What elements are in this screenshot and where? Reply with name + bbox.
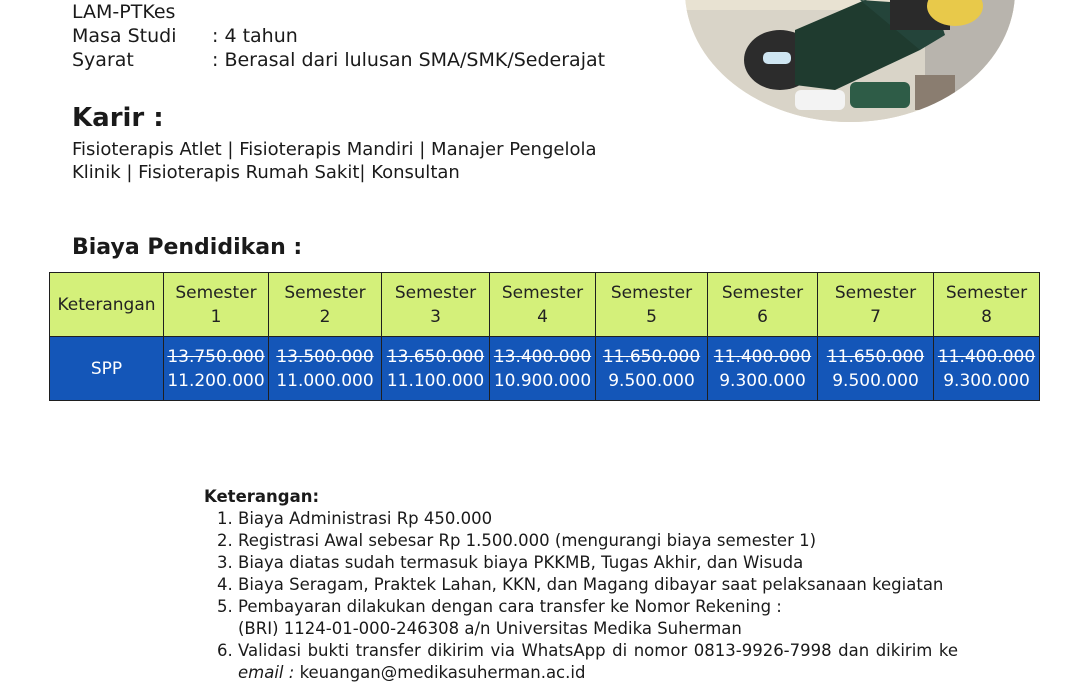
- semester-word: Semester: [394, 282, 477, 303]
- note-item: 2. Registrasi Awal sebesar Rp 1.500.000 (mengurangi biaya semester 1): [238, 530, 958, 552]
- new-price: 11.100.000: [386, 370, 485, 391]
- info-row-masa-studi: [72, 24, 298, 48]
- accreditation-text: LAM-PTKes: [72, 1, 176, 23]
- notes-title: Keterangan:: [204, 487, 320, 506]
- header-keterangan: Keterangan: [50, 273, 164, 337]
- email-link[interactable]: keuangan@medikasuherman.ac.id: [299, 663, 586, 682]
- semester-number: 7: [870, 306, 881, 327]
- old-price: 13.400.000: [493, 346, 592, 367]
- header-semester: [818, 273, 934, 337]
- biaya-heading: Biaya Pendidikan :: [72, 235, 303, 260]
- new-price: 9.500.000: [832, 370, 919, 391]
- info-value: : Berasal dari lulusan SMA/SMK/Sederajat: [212, 49, 606, 71]
- spp-price-cell: [708, 337, 818, 401]
- semester-word: Semester: [834, 282, 917, 303]
- physiotherapy-photo: [685, 0, 1015, 122]
- old-price: 11.650.000: [602, 346, 701, 367]
- semester-number: 2: [319, 306, 331, 327]
- semester-word: Semester: [945, 282, 1028, 303]
- spp-price-cell: [269, 337, 382, 401]
- semester-word: Semester: [721, 282, 804, 303]
- semester-number: 3: [430, 306, 441, 327]
- karir-line-1: Fisioterapis Atlet | Fisioterapis Mandiri | Manajer Pengelola: [72, 139, 597, 160]
- old-price: 11.400.000: [937, 346, 1036, 367]
- spp-price-cell: [596, 337, 708, 401]
- validation-text: Validasi bukti transfer dikirim via WhatsApp di nomor 0813-9926-7998 dan dikirim ke: [238, 641, 958, 660]
- info-row-syarat: [72, 48, 606, 72]
- karir-line-2: Klinik | Fisioterapis Rumah Sakit| Konsultan: [72, 162, 460, 183]
- karir-list: [72, 138, 632, 184]
- bank-account-line: (BRI) 1124-01-000-246308 a/n Universitas Medika Suherman: [238, 619, 742, 638]
- email-label: email :: [238, 663, 295, 682]
- fee-table: [49, 272, 1040, 401]
- old-price: 13.650.000: [386, 346, 485, 367]
- semester-number: 6: [757, 306, 768, 327]
- header-semester: [490, 273, 596, 337]
- spp-price-cell: [490, 337, 596, 401]
- new-price: 10.900.000: [493, 370, 592, 391]
- info-label: Syarat: [72, 49, 134, 71]
- fee-table-header-row: [50, 273, 1040, 337]
- header-semester: [596, 273, 708, 337]
- new-price: 9.300.000: [719, 370, 806, 391]
- header-semester: [382, 273, 490, 337]
- old-price: 11.400.000: [713, 346, 812, 367]
- note-item: 3. Biaya diatas sudah termasuk biaya PKKMB, Tugas Akhir, dan Wisuda: [238, 552, 958, 574]
- spp-label: SPP: [50, 337, 164, 401]
- semester-number: 4: [537, 306, 548, 327]
- semester-word: Semester: [284, 282, 366, 303]
- header-semester: [269, 273, 382, 337]
- fee-table-spp-row: [50, 337, 1040, 401]
- notes-list: [204, 508, 958, 684]
- semester-number: 5: [646, 306, 657, 327]
- new-price: 11.000.000: [276, 370, 374, 391]
- semester-number: 1: [210, 306, 222, 327]
- old-price: 13.500.000: [276, 346, 374, 367]
- header-semester: [164, 273, 269, 337]
- semester-number: 8: [981, 306, 992, 327]
- info-value: : 4 tahun: [212, 25, 298, 47]
- note-item: 4. Biaya Seragam, Praktek Lahan, KKN, dan Magang dibayar saat pelaksanaan kegiatan: [238, 574, 958, 596]
- note-item-payment: [238, 596, 958, 640]
- spp-price-cell: [382, 337, 490, 401]
- info-label: Masa Studi: [72, 25, 177, 47]
- photo-illustration: [685, 0, 1015, 122]
- note-item-validation: [238, 640, 958, 684]
- semester-word: Semester: [501, 282, 584, 303]
- notes-section: [204, 486, 958, 684]
- spp-price-cell: [164, 337, 269, 401]
- header-semester: [708, 273, 818, 337]
- header-semester: [934, 273, 1040, 337]
- new-price: 9.300.000: [943, 370, 1030, 391]
- semester-word: Semester: [610, 282, 693, 303]
- new-price: 11.200.000: [167, 370, 265, 391]
- semester-word: Semester: [175, 282, 257, 303]
- spp-price-cell: [934, 337, 1040, 401]
- old-price: 11.650.000: [826, 346, 925, 367]
- karir-heading: Karir :: [72, 103, 164, 133]
- new-price: 9.500.000: [608, 370, 695, 391]
- payment-text: Pembayaran dilakukan dengan cara transfer ke Nomor Rekening :: [238, 597, 782, 616]
- spp-price-cell: [818, 337, 934, 401]
- old-price: 13.750.000: [167, 346, 265, 367]
- note-item: 1. Biaya Administrasi Rp 450.000: [238, 508, 958, 530]
